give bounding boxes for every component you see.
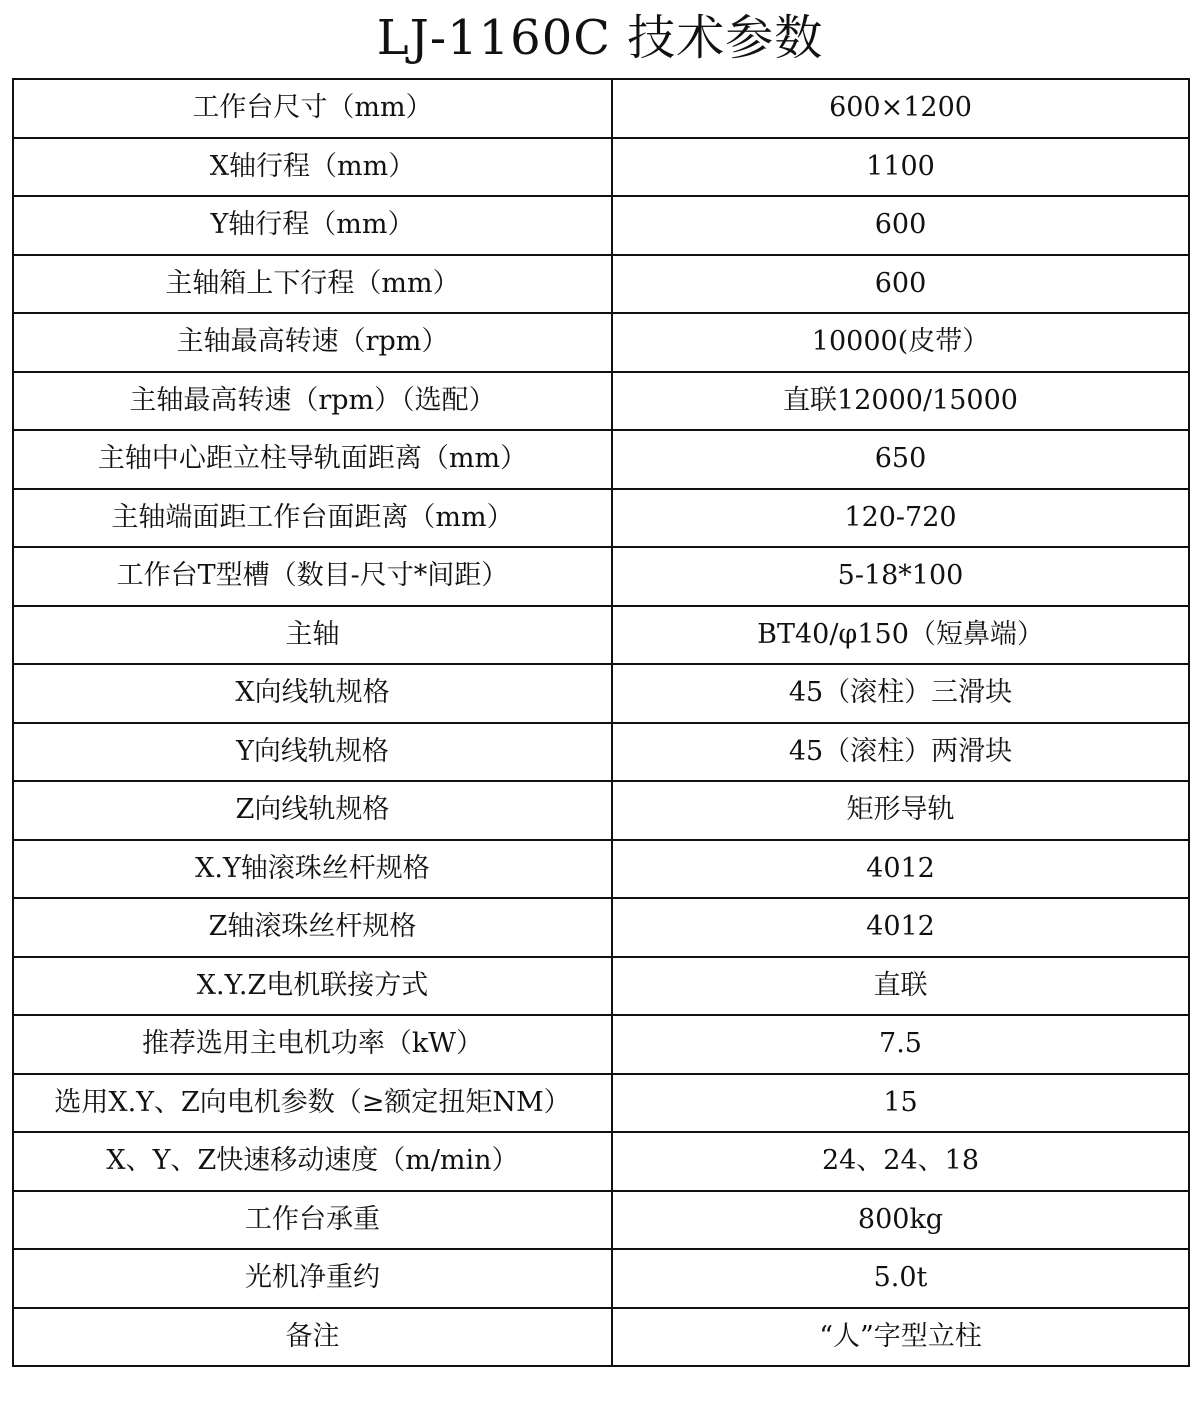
table-row xyxy=(13,79,1189,138)
table-row xyxy=(13,255,1189,314)
param-label: Z轴滚珠丝杆规格 xyxy=(13,898,612,957)
param-label: 主轴端面距工作台面距离（mm） xyxy=(13,489,612,548)
param-label: 推荐选用主电机功率（kW） xyxy=(13,1015,612,1074)
param-label: 主轴最高转速（rpm） xyxy=(13,313,612,372)
table-row xyxy=(13,957,1189,1016)
param-value: 直联12000/15000 xyxy=(612,372,1189,431)
param-value: 600 xyxy=(612,255,1189,314)
table-row xyxy=(13,372,1189,431)
param-label: Y向线轨规格 xyxy=(13,723,612,782)
param-value: 5-18*100 xyxy=(612,547,1189,606)
param-value: 45（滚柱）三滑块 xyxy=(612,664,1189,723)
table-row xyxy=(13,723,1189,782)
table-row xyxy=(13,1249,1189,1308)
param-label: 工作台T型槽（数目-尺寸*间距） xyxy=(13,547,612,606)
table-row xyxy=(13,489,1189,548)
param-value: 4012 xyxy=(612,898,1189,957)
param-value: 600 xyxy=(612,196,1189,255)
param-label: X、Y、Z快速移动速度（m/min） xyxy=(13,1132,612,1191)
param-label: 主轴箱上下行程（mm） xyxy=(13,255,612,314)
param-label: X.Y轴滚珠丝杆规格 xyxy=(13,840,612,899)
table-row xyxy=(13,1015,1189,1074)
param-label: Z向线轨规格 xyxy=(13,781,612,840)
table-row xyxy=(13,606,1189,665)
param-value: 4012 xyxy=(612,840,1189,899)
table-row xyxy=(13,138,1189,197)
param-value: 5.0t xyxy=(612,1249,1189,1308)
param-value: 120-720 xyxy=(612,489,1189,548)
param-label: 主轴最高转速（rpm）（选配） xyxy=(13,372,612,431)
param-label: 主轴中心距立柱导轨面距离（mm） xyxy=(13,430,612,489)
param-label: 工作台尺寸（mm） xyxy=(13,79,612,138)
table-row xyxy=(13,1132,1189,1191)
table-row xyxy=(13,840,1189,899)
param-value: 650 xyxy=(612,430,1189,489)
param-value: 24、24、18 xyxy=(612,1132,1189,1191)
param-label: X.Y.Z电机联接方式 xyxy=(13,957,612,1016)
param-value: 15 xyxy=(612,1074,1189,1133)
param-value: 600×1200 xyxy=(612,79,1189,138)
table-row xyxy=(13,430,1189,489)
param-value: 45（滚柱）两滑块 xyxy=(612,723,1189,782)
param-value: 1100 xyxy=(612,138,1189,197)
param-value: BT40/φ150（短鼻端） xyxy=(612,606,1189,665)
table-row xyxy=(13,781,1189,840)
param-value: 矩形导轨 xyxy=(612,781,1189,840)
param-label: 光机净重约 xyxy=(13,1249,612,1308)
param-value: 800kg xyxy=(612,1191,1189,1250)
param-value: 直联 xyxy=(612,957,1189,1016)
table-row xyxy=(13,1074,1189,1133)
table-row xyxy=(13,313,1189,372)
param-label: 选用X.Y、Z向电机参数（≥额定扭矩NM） xyxy=(13,1074,612,1133)
param-value: 10000(皮带） xyxy=(612,313,1189,372)
param-label: 工作台承重 xyxy=(13,1191,612,1250)
param-value: “人”字型立柱 xyxy=(612,1308,1189,1367)
table-row xyxy=(13,664,1189,723)
param-label: X轴行程（mm） xyxy=(13,138,612,197)
param-label: Y轴行程（mm） xyxy=(13,196,612,255)
param-value: 7.5 xyxy=(612,1015,1189,1074)
spec-table xyxy=(12,78,1190,1367)
table-row xyxy=(13,1308,1189,1367)
table-row xyxy=(13,196,1189,255)
param-label: 主轴 xyxy=(13,606,612,665)
param-label: 备注 xyxy=(13,1308,612,1367)
table-row xyxy=(13,547,1189,606)
table-row xyxy=(13,1191,1189,1250)
table-row xyxy=(13,898,1189,957)
param-label: X向线轨规格 xyxy=(13,664,612,723)
page-title: LJ-1160C 技术参数 xyxy=(376,10,824,66)
